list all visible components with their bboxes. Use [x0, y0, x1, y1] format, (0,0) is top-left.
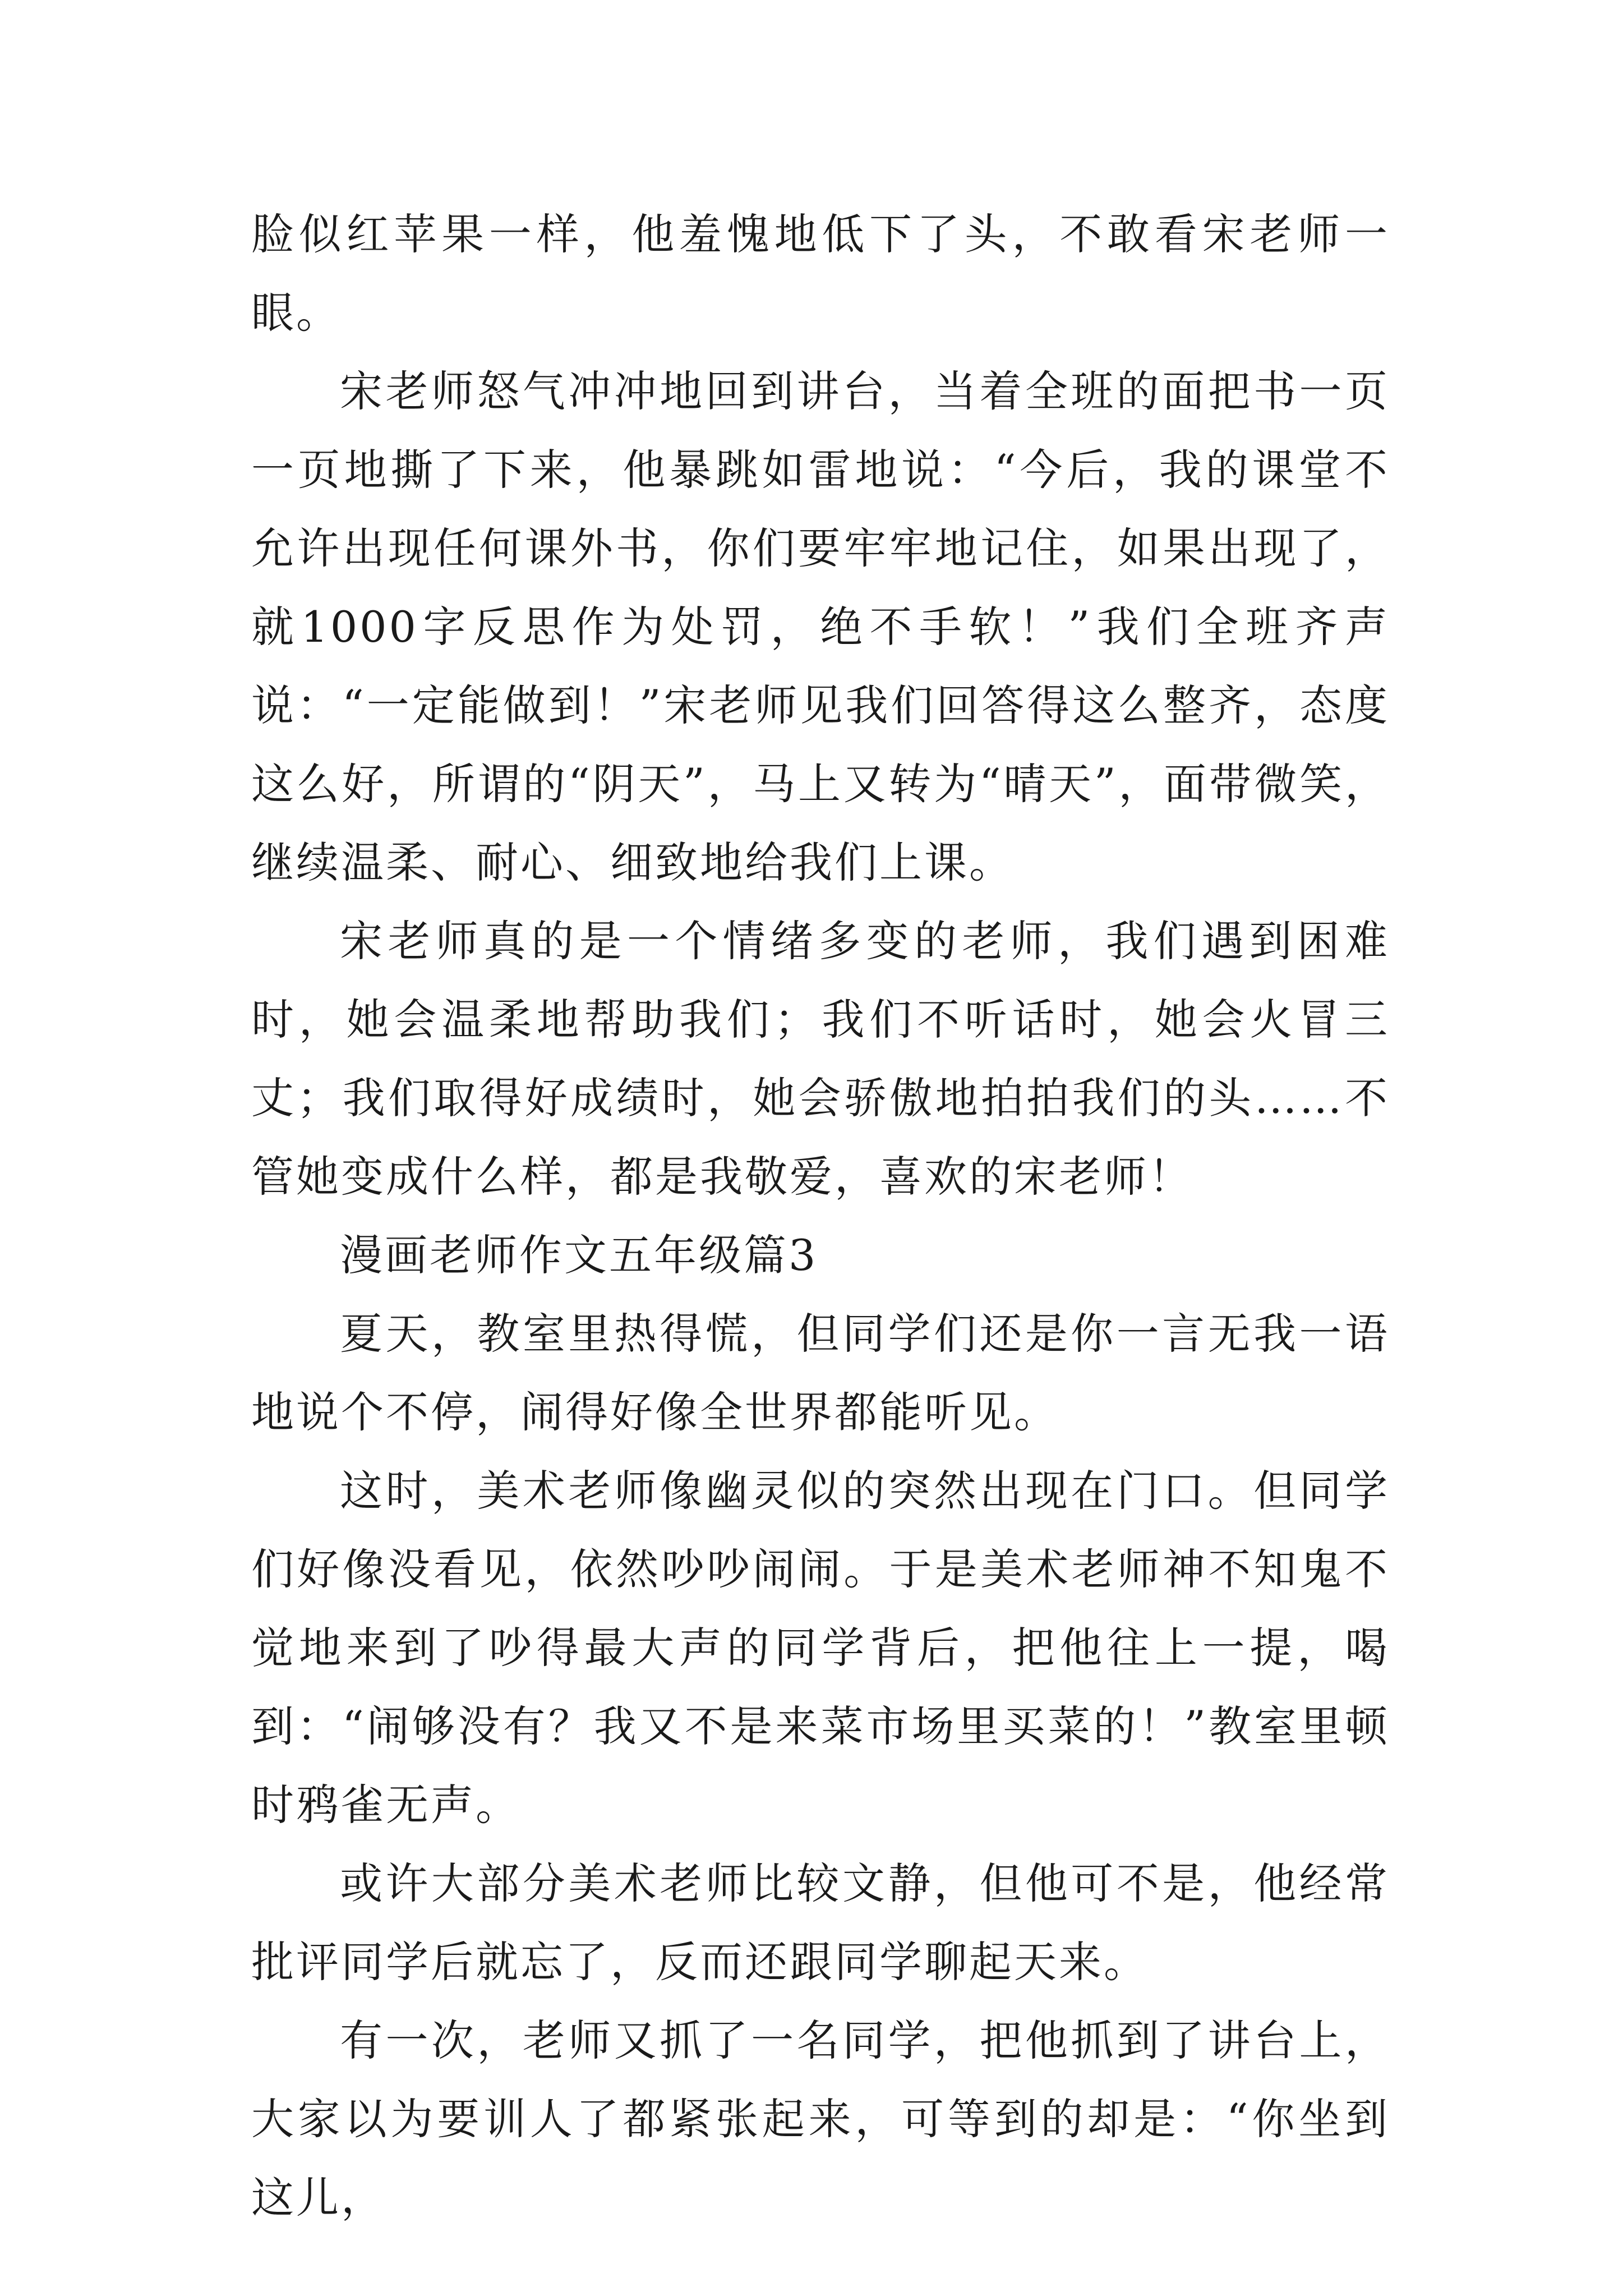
- paragraph-art-teacher-character: 或许大部分美术老师比较文静，但他可不是，他经常批评同学后就忘了，反而还跟同学聊起天来。: [251, 1858, 1390, 1987]
- document-page: [251, 195, 1390, 2237]
- paragraph-one-time: 有一次，老师又抓了一名同学，把他抓到了讲台上，大家以为要训人了都紧张起来，可等到的却是：“你坐到这儿，: [251, 2016, 1390, 2223]
- paragraph-art-teacher-appears: 这时，美术老师像幽灵似的突然出现在门口。但同学们好像没看见，依然吵吵闹闹。于是美术老师神不知鬼不觉地来到了吵得最大声的同学背后，把他往上一提，喝到：“闹够没有？我又不是来菜市场里买菜的！”教室里顿时鸦雀无声。: [251, 1466, 1390, 1830]
- section-heading: 漫画老师作文五年级篇3: [340, 1230, 818, 1280]
- paragraph-summer-classroom: 夏天，教室里热得慌，但同学们还是你一言无我一语地说个不停，闹得好像全世界都能听见。: [251, 1309, 1390, 1437]
- paragraph-teacher-moods: 宋老师真的是一个情绪多变的老师，我们遇到困难时，她会温柔地帮助我们；我们不听话时，她会火冒三丈；我们取得好成绩时，她会骄傲地拍拍我们的头……不管她变成什么样，都是我敬爱，喜欢的宋老师！: [251, 916, 1390, 1202]
- paragraph-teacher-anger: 宋老师怒气冲冲地回到讲台，当着全班的面把书一页一页地撕了下来，他暴跳如雷地说：“今后，我的课堂不允许出现任何课外书，你们要牢牢地记住，如果出现了，就1000字反思作为处罚，绝不手软！”我们全班齐声说：“一定能做到！”宋老师见我们回答得这么整齐，态度这么好，所谓的“阴天”，马上又转为“晴天”，面带微笑，继续温柔、耐心、细致地给我们上课。: [251, 366, 1390, 887]
- paragraph-continuation: 脸似红苹果一样，他羞愧地低下了头，不敢看宋老师一眼。: [251, 209, 1390, 338]
